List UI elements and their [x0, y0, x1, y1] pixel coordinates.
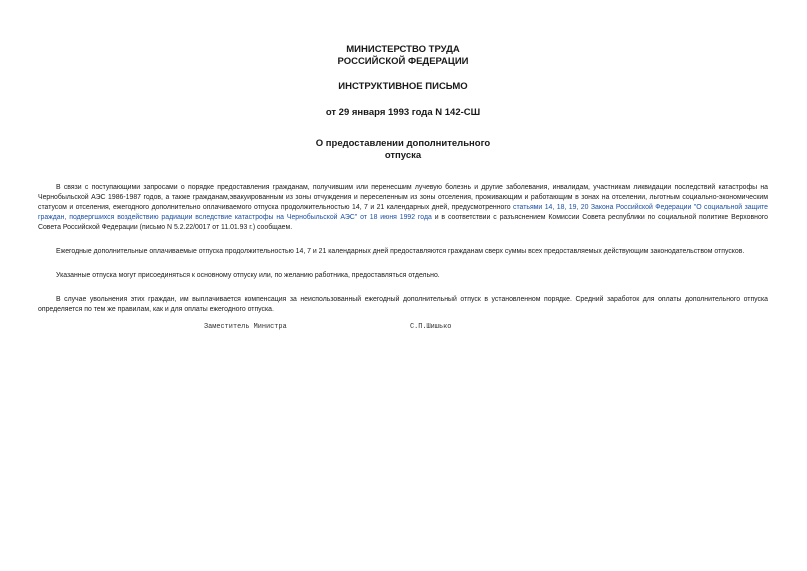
signatory-role: Заместитель Министра: [204, 323, 287, 331]
signature-block: [38, 323, 768, 335]
paragraph-1: [38, 183, 768, 233]
paragraph-4: В случае увольнения этих граждан, им выплачивается компенсация за неиспользованный ежегодный дополнительный отпуск в установленном порядке. Средний заработок для оплаты дополнительного отпуска определяется по тем же правилам, как и для оплаты ежегодного отпуска.: [38, 296, 768, 313]
law-reference-link[interactable]: статьями 14, 18, 19, 20 Закона Российской Федерации "О социальной защите граждан, подвергшихся воздействию радиации вследствие катастрофы на Чернобыльской АЭС" от 18 июня 1992 года: [38, 204, 768, 221]
paragraph-1-text-a: В связи с поступающими запросами о порядке предоставления гражданам, получившим или перенесшим лучевую болезнь и другие заболевания, инвалидам, участникам ликвидации последствий катастрофы на Чернобыльской АЭС 1986-1987 годов, а также гражданам,эвакуированным из зоны отчуждения и переселенным из зоны отселения, проживающим и работающим в зонах на отселении, льготным социально-экономическим статусом и отселения, ежегодного дополнительно оплачиваемого отпуска продолжительностью 14, 7 и 21 календарных дней, предусмотренного: [38, 184, 768, 211]
document-type: ИНСТРУКТИВНОЕ ПИСЬМО: [338, 81, 468, 92]
paragraph-2: Ежегодные дополнительные оплачиваемые отпуска продолжительностью 14, 7 и 21 календарных дней предоставляются гражданам сверх суммы всех предоставляемых действующим законодательством отпусков.: [56, 248, 745, 255]
document-header: [38, 44, 768, 161]
ministry-name-line2: РОССИЙСКОЙ ФЕДЕРАЦИИ: [337, 55, 469, 67]
document-page: [38, 40, 768, 335]
document-subject-line2: отпуска: [384, 149, 422, 161]
ministry-name-line1: МИНИСТЕРСТВО ТРУДА: [346, 44, 460, 55]
paragraph-1-text-b: и в соответствии с разъяснением Комиссии Совета республики по социальной политике Верховного Совета Российской Федерации (письмо N 5.2.22/0017 от 11.01.93 г.) сообщаем.: [38, 214, 768, 231]
paragraph-3: Указанные отпуска могут присоединяться к основному отпуску или, по желанию работника, предоставляться отдельно.: [56, 272, 440, 279]
document-subject-line1: О предоставлении дополнительного: [315, 138, 491, 149]
document-date-number: от 29 января 1993 года N 142-СШ: [325, 106, 481, 118]
document-body: [38, 183, 768, 315]
signatory-name: С.П.Шишько: [410, 323, 452, 331]
